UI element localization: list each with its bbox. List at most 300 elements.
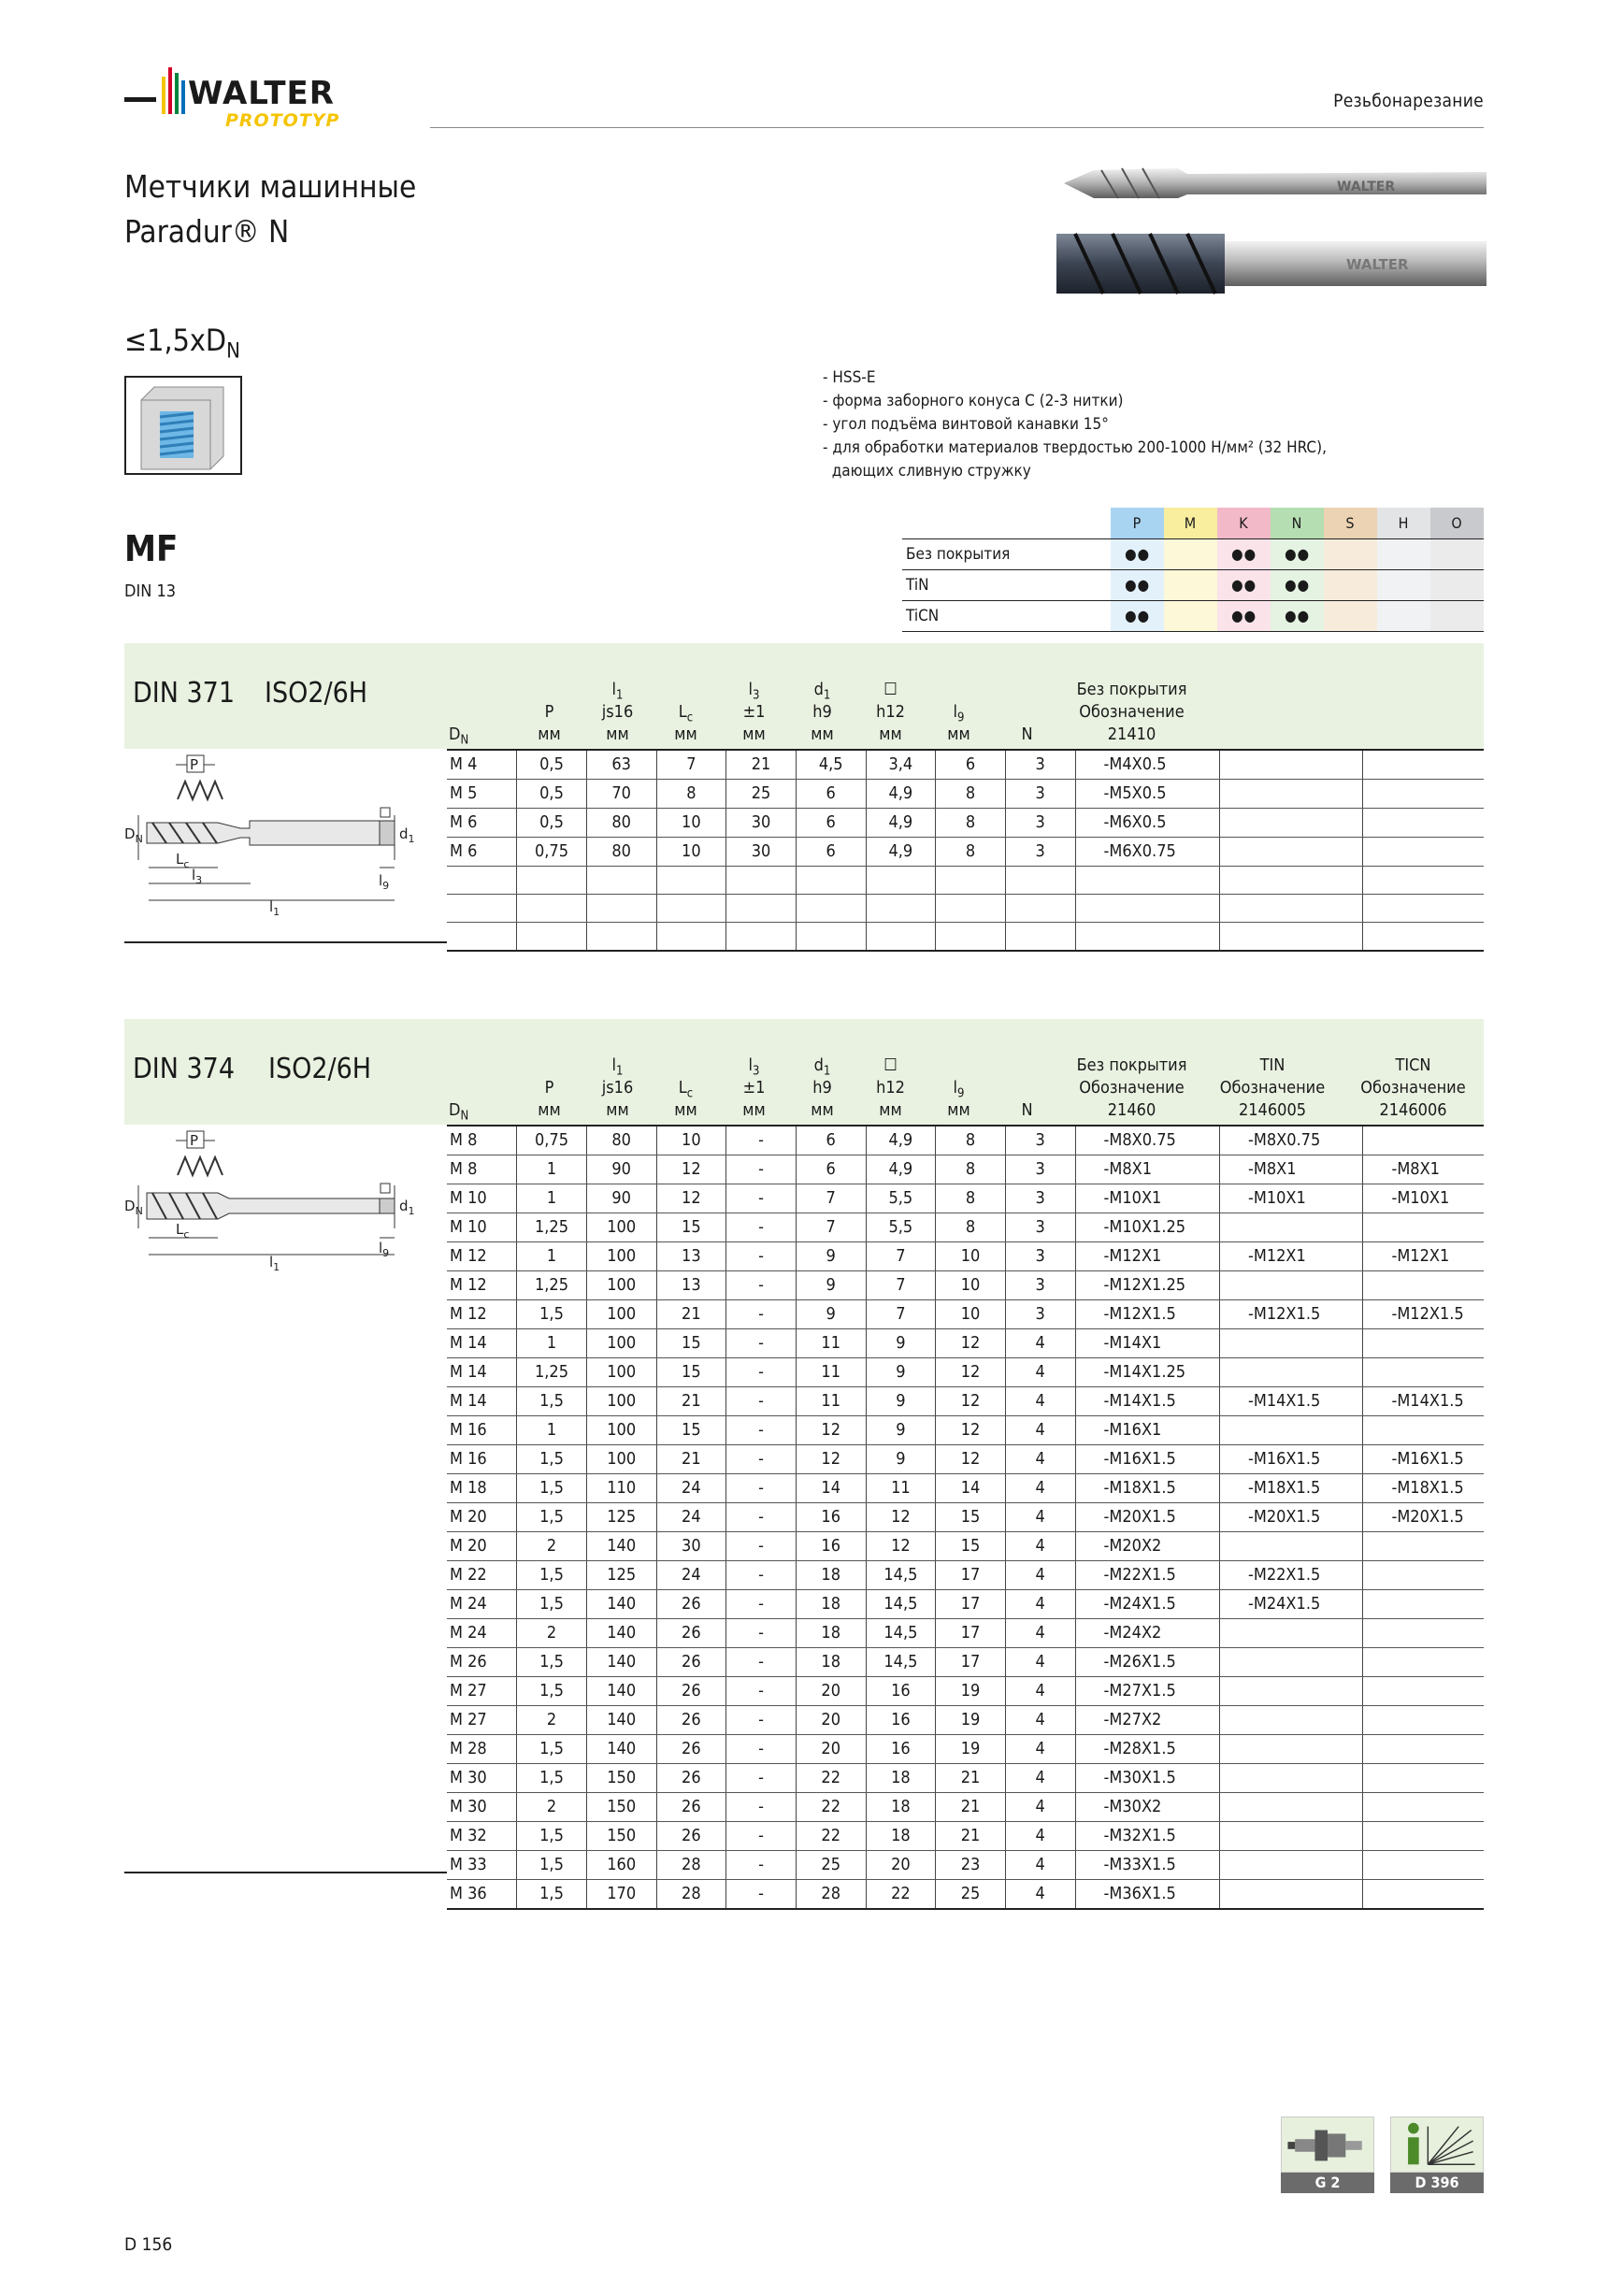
table-cell <box>1005 923 1075 951</box>
title-line-2: Paradur® N <box>124 213 290 250</box>
order-designation: -M27X2 <box>1075 1706 1219 1735</box>
table-cell: 1,5 <box>517 1735 587 1764</box>
suitability-mark <box>1377 569 1430 600</box>
order-designation: -M12X1.5 <box>1363 1300 1484 1329</box>
table-cell: 26 <box>656 1822 726 1851</box>
order-designation: -M8X0.75 <box>1220 1126 1363 1155</box>
table-row <box>447 895 1484 923</box>
order-designation <box>1220 1880 1363 1910</box>
table-cell: 1,5 <box>517 1474 587 1503</box>
table-cell: 4 <box>1005 1387 1075 1416</box>
svg-text:WALTER: WALTER <box>1337 179 1396 194</box>
table-row <box>447 867 1484 895</box>
order-code: 21460 <box>1107 1100 1156 1120</box>
table-cell: 100 <box>586 1358 656 1387</box>
suitability-mark: ●● <box>1217 569 1271 600</box>
order-designation: -M12X1 <box>1220 1242 1363 1271</box>
table-cell: - <box>726 1590 797 1619</box>
order-designation: -M8X1 <box>1363 1155 1484 1184</box>
order-designation: -M16X1.5 <box>1363 1445 1484 1474</box>
table-cell: 4 <box>1005 1532 1075 1561</box>
title-line-1: Метчики машинные <box>124 168 417 205</box>
table-cell: 3 <box>1005 809 1075 838</box>
table-cell <box>517 895 587 923</box>
order-designation: -M20X1.5 <box>1075 1503 1219 1532</box>
order-designation <box>1363 750 1484 780</box>
table-cell: 17 <box>936 1619 1006 1648</box>
order-designation: -M24X2 <box>1075 1619 1219 1648</box>
col-l3-tol: ±1 <box>742 702 766 722</box>
order-designation <box>1363 1590 1484 1619</box>
table-cell: 100 <box>586 1416 656 1445</box>
table-cell: 100 <box>586 1300 656 1329</box>
order-code: 2146006 <box>1379 1100 1447 1120</box>
col-p-unit: мм <box>538 725 561 744</box>
order-designation <box>1363 1126 1484 1155</box>
order-designation <box>1363 867 1484 895</box>
designation-label: Обозначение <box>1360 1078 1466 1098</box>
table-cell: - <box>726 1561 797 1590</box>
table-row <box>447 1590 1484 1619</box>
table-cell: 90 <box>586 1184 656 1213</box>
table-cell: - <box>726 1126 797 1155</box>
table-cell: 7 <box>866 1242 936 1271</box>
table-cell: - <box>726 1184 797 1213</box>
order-designation: -M20X1.5 <box>1220 1503 1363 1532</box>
table-cell <box>726 867 797 895</box>
table-cell: 3 <box>1005 780 1075 809</box>
table-cell: 80 <box>586 1126 656 1155</box>
table-row <box>447 1271 1484 1300</box>
table-cell: - <box>726 1619 797 1648</box>
table-cell: 63 <box>586 750 656 780</box>
table-cell: M 12 <box>447 1242 517 1271</box>
table-cell: 12 <box>936 1387 1006 1416</box>
order-designation <box>1363 1619 1484 1648</box>
table-cell: M 30 <box>447 1764 517 1793</box>
col-n: N <box>1021 725 1033 744</box>
table-cell: 1,5 <box>517 1822 587 1851</box>
table-cell: - <box>726 1271 797 1300</box>
order-designation <box>1220 750 1363 780</box>
order-designation <box>1075 895 1219 923</box>
table-cell: 26 <box>656 1590 726 1619</box>
table-cell: 8 <box>936 1213 1006 1242</box>
logo-subbrand: PROTOTYP <box>225 110 340 131</box>
table-cell: 21 <box>656 1300 726 1329</box>
table-cell: 80 <box>586 809 656 838</box>
table-cell: 26 <box>656 1793 726 1822</box>
table1 <box>447 749 1484 952</box>
table-cell: 4 <box>1005 1561 1075 1590</box>
table-cell: 26 <box>656 1677 726 1706</box>
table-cell: 125 <box>586 1503 656 1532</box>
diag1-lc-label: $L_c$ <box>176 851 190 870</box>
table-cell <box>936 895 1006 923</box>
order-designation <box>1220 895 1363 923</box>
table-cell: 24 <box>656 1561 726 1590</box>
diag1-l1-label: $l_1$ <box>269 898 280 918</box>
table-cell: - <box>726 1532 797 1561</box>
table-cell: 1,5 <box>517 1590 587 1619</box>
table-cell: M 14 <box>447 1358 517 1387</box>
table-cell: 21 <box>936 1793 1006 1822</box>
feature-item: - угол подъёма винтовой канавки 15° <box>823 415 1109 434</box>
table-cell: - <box>726 1416 797 1445</box>
table-cell: 1,5 <box>517 1880 587 1910</box>
table-cell <box>866 867 936 895</box>
table-cell: 4 <box>1005 1880 1075 1910</box>
table-cell: 22 <box>796 1822 866 1851</box>
table-cell: 6 <box>796 1126 866 1155</box>
order-designation: -M4X0.5 <box>1075 750 1219 780</box>
table-cell: 8 <box>936 1155 1006 1184</box>
table-cell <box>447 867 517 895</box>
table-cell: 22 <box>866 1880 936 1910</box>
table-row <box>447 1706 1484 1735</box>
order-designation: -M6X0.5 <box>1075 809 1219 838</box>
table-cell: M 20 <box>447 1503 517 1532</box>
order-designation <box>1363 1358 1484 1387</box>
table-row <box>447 1184 1484 1213</box>
table-cell: 170 <box>586 1880 656 1910</box>
table-cell: 20 <box>866 1851 936 1880</box>
suitability-mark <box>1430 600 1484 631</box>
table-cell: 5,5 <box>866 1184 936 1213</box>
table-cell: 15 <box>936 1532 1006 1561</box>
table-row <box>447 1503 1484 1532</box>
table-cell: - <box>726 1329 797 1358</box>
order-designation <box>1220 1619 1363 1648</box>
material-row <box>902 569 1484 600</box>
table-cell: 140 <box>586 1677 656 1706</box>
table-cell: 23 <box>936 1851 1006 1880</box>
table-cell <box>447 895 517 923</box>
table-cell: 28 <box>656 1851 726 1880</box>
feature-item: - HSS-E <box>823 368 876 387</box>
order-designation <box>1220 1329 1363 1358</box>
col-d1-tol: h9 <box>812 702 832 722</box>
table-cell: 4 <box>1005 1822 1075 1851</box>
table-cell: 3 <box>1005 750 1075 780</box>
table-row <box>447 1358 1484 1387</box>
table-cell: M 14 <box>447 1387 517 1416</box>
table-row <box>447 1155 1484 1184</box>
table-row <box>447 1445 1484 1474</box>
table-cell: 12 <box>656 1184 726 1213</box>
ref-link-d396[interactable] <box>1390 2117 1484 2193</box>
thread-standard: DIN 13 <box>124 581 177 601</box>
table-cell: 3 <box>1005 1271 1075 1300</box>
suitability-mark: ●● <box>1271 538 1324 569</box>
order-designation: -M20X1.5 <box>1363 1503 1484 1532</box>
order-designation <box>1220 1851 1363 1880</box>
table-cell: 19 <box>936 1735 1006 1764</box>
table-cell: 18 <box>866 1822 936 1851</box>
table-cell <box>1005 895 1075 923</box>
table-row <box>447 1735 1484 1764</box>
table-cell: 13 <box>656 1271 726 1300</box>
table-cell: 12 <box>656 1155 726 1184</box>
table-cell: 25 <box>936 1880 1006 1910</box>
table-cell: M 4 <box>447 750 517 780</box>
suitability-mark: ●● <box>1217 600 1271 631</box>
order-designation <box>1220 1822 1363 1851</box>
table-cell: - <box>726 1793 797 1822</box>
table-cell: 140 <box>586 1706 656 1735</box>
diag2-lc-label: $L_c$ <box>176 1221 190 1241</box>
table-cell: 1,5 <box>517 1445 587 1474</box>
material-group-m: M <box>1164 508 1217 538</box>
table-cell: 100 <box>586 1445 656 1474</box>
col-l3-unit: мм <box>742 725 766 744</box>
table-left-bottom-rule-1 <box>124 941 447 943</box>
order-designation: -M12X1.25 <box>1075 1271 1219 1300</box>
table-cell: M 27 <box>447 1706 517 1735</box>
designation-label: Обозначение <box>1219 1078 1326 1098</box>
table-cell: 1,5 <box>517 1387 587 1416</box>
table-cell: M 30 <box>447 1793 517 1822</box>
table-row <box>447 1242 1484 1271</box>
table-cell: 18 <box>866 1764 936 1793</box>
col-lc-unit: мм <box>674 725 697 744</box>
material-group-s: S <box>1324 508 1377 538</box>
table-cell: 2 <box>517 1706 587 1735</box>
order-designation: -M10X1 <box>1075 1184 1219 1213</box>
order-designation: -M22X1.5 <box>1075 1561 1219 1590</box>
order-designation: -M10X1.25 <box>1075 1213 1219 1242</box>
table-cell: M 8 <box>447 1126 517 1155</box>
table-cell: 9 <box>796 1242 866 1271</box>
table-cell: 16 <box>866 1706 936 1735</box>
order-designation: -M5X0.5 <box>1075 780 1219 809</box>
table-cell: 14,5 <box>866 1648 936 1677</box>
table-cell: 10 <box>656 1126 726 1155</box>
material-head-spacer <box>902 508 1111 538</box>
table-cell: 4 <box>1005 1851 1075 1880</box>
order-designation <box>1363 1213 1484 1242</box>
ref-link-g2[interactable] <box>1281 2117 1374 2193</box>
table-cell: 140 <box>586 1619 656 1648</box>
table-cell: 125 <box>586 1561 656 1590</box>
table-cell: - <box>726 1242 797 1271</box>
table-cell: 26 <box>656 1648 726 1677</box>
order-designation: -M12X1 <box>1075 1242 1219 1271</box>
table-cell: 25 <box>726 780 797 809</box>
table-cell: - <box>726 1155 797 1184</box>
table-cell: 1 <box>517 1242 587 1271</box>
suitability-mark <box>1164 569 1217 600</box>
order-designation <box>1220 1764 1363 1793</box>
table-cell: 25 <box>796 1851 866 1880</box>
table1-title: DIN 371 ISO2/6H <box>133 677 368 710</box>
table-row <box>447 780 1484 809</box>
table-cell: 4 <box>1005 1735 1075 1764</box>
table-cell: 4 <box>1005 1503 1075 1532</box>
table-cell <box>866 923 936 951</box>
table-cell: M 18 <box>447 1474 517 1503</box>
table-cell: 1,5 <box>517 1503 587 1532</box>
table-row <box>447 1822 1484 1851</box>
order-designation: -M16X1.5 <box>1075 1445 1219 1474</box>
suitability-mark: ●● <box>1217 538 1271 569</box>
table-cell <box>586 895 656 923</box>
table-cell: 6 <box>796 1155 866 1184</box>
table-cell: 11 <box>796 1329 866 1358</box>
order-designation <box>1363 1735 1484 1764</box>
table-cell: M 12 <box>447 1300 517 1329</box>
diag1-d1-label: $d_1$ <box>399 825 415 845</box>
table-cell: - <box>726 1735 797 1764</box>
col-l1-tol: js16 <box>601 702 634 722</box>
table-cell: M 24 <box>447 1619 517 1648</box>
din371-tap-diagram <box>124 748 447 940</box>
depth-ratio: $\le 1,5xD_N$ <box>124 323 240 364</box>
table-row <box>447 809 1484 838</box>
table-cell: 13 <box>656 1242 726 1271</box>
table-cell: 19 <box>936 1706 1006 1735</box>
col-l3: $l_3$ <box>748 1055 760 1079</box>
table-cell: M 8 <box>447 1155 517 1184</box>
table-cell: 11 <box>796 1358 866 1387</box>
order-code: 2146005 <box>1238 1100 1307 1120</box>
table-cell: 7 <box>796 1213 866 1242</box>
table-cell: 1 <box>517 1416 587 1445</box>
table-cell: 150 <box>586 1822 656 1851</box>
diag1-l3-label: $l_3$ <box>192 867 203 886</box>
table-cell: 10 <box>936 1271 1006 1300</box>
table-cell: 8 <box>936 809 1006 838</box>
table-cell: 4 <box>1005 1648 1075 1677</box>
order-designation <box>1363 1561 1484 1590</box>
table-cell: 100 <box>586 1387 656 1416</box>
table-cell: 7 <box>656 750 726 780</box>
order-designation: -M32X1.5 <box>1075 1822 1219 1851</box>
table-cell <box>656 923 726 951</box>
feature-list <box>823 366 1327 483</box>
din374-tap-diagram <box>124 1124 447 1292</box>
order-designation: -M8X1 <box>1075 1155 1219 1184</box>
table-cell: 18 <box>796 1590 866 1619</box>
table-cell: 1,25 <box>517 1271 587 1300</box>
table-cell: 12 <box>866 1532 936 1561</box>
thread-type: MF <box>124 528 179 569</box>
table-cell <box>586 923 656 951</box>
table-cell: M 20 <box>447 1532 517 1561</box>
table-cell: 26 <box>656 1764 726 1793</box>
table-cell: 4 <box>1005 1590 1075 1619</box>
material-group-o: O <box>1430 508 1484 538</box>
order-designation: -M14X1.5 <box>1220 1387 1363 1416</box>
table-cell: 12 <box>936 1329 1006 1358</box>
table-cell: - <box>726 1474 797 1503</box>
table-cell: 4,9 <box>866 1126 936 1155</box>
table-cell <box>936 923 1006 951</box>
order-designation: -M16X1.5 <box>1220 1445 1363 1474</box>
col-square-tol: h12 <box>876 702 905 722</box>
diag2-dn-label: $D_N$ <box>124 1198 143 1217</box>
table-row <box>447 923 1484 951</box>
suitability-mark: ●● <box>1271 600 1324 631</box>
table-row <box>447 1474 1484 1503</box>
suitability-mark <box>1430 569 1484 600</box>
table-cell: - <box>726 1503 797 1532</box>
order-designation: -M14X1.5 <box>1363 1387 1484 1416</box>
table-cell: 3 <box>1005 1155 1075 1184</box>
table-cell: - <box>726 1358 797 1387</box>
col-l3: $l_3$ <box>748 680 760 703</box>
table-cell: 4 <box>1005 1619 1075 1648</box>
table-cell: 0,5 <box>517 809 587 838</box>
table-cell: 9 <box>866 1387 936 1416</box>
table2-title: DIN 374 ISO2/6H <box>133 1053 372 1085</box>
diag2-l1-label: $l_1$ <box>269 1254 280 1273</box>
table-cell: - <box>726 1300 797 1329</box>
table-cell: 14 <box>936 1474 1006 1503</box>
order-designation: -M36X1.5 <box>1075 1880 1219 1910</box>
order-designation <box>1220 923 1363 951</box>
table-cell: 150 <box>586 1793 656 1822</box>
suitability-mark: ●● <box>1271 569 1324 600</box>
table-cell: M 24 <box>447 1590 517 1619</box>
suitability-mark <box>1324 538 1377 569</box>
table-cell <box>726 895 797 923</box>
table-cell: 110 <box>586 1474 656 1503</box>
table-cell <box>656 867 726 895</box>
feature-item: дающих сливную стружку <box>823 462 1031 481</box>
table-cell: 17 <box>936 1590 1006 1619</box>
col-l9: $l_9$ <box>953 702 965 725</box>
order-designation <box>1363 1329 1484 1358</box>
suitability-mark <box>1430 538 1484 569</box>
order-designation <box>1220 809 1363 838</box>
order-designation <box>1363 809 1484 838</box>
col-square: ☐ <box>883 1055 898 1075</box>
table-row <box>447 1300 1484 1329</box>
designation-label: Обозначение <box>1079 1078 1185 1098</box>
table-cell: 11 <box>796 1387 866 1416</box>
col-dn: $D_N$ <box>449 725 469 748</box>
order-designation <box>1363 838 1484 867</box>
table-cell: 4 <box>1005 1445 1075 1474</box>
table2 <box>447 1125 1484 1910</box>
table-cell: 4,5 <box>796 750 866 780</box>
table-cell: 28 <box>656 1880 726 1910</box>
table-cell: 3 <box>1005 1242 1075 1271</box>
table-cell: 21 <box>656 1445 726 1474</box>
table-cell <box>1005 867 1075 895</box>
table-cell: 15 <box>936 1503 1006 1532</box>
order-designation: -M12X1.5 <box>1220 1300 1363 1329</box>
table-cell: 7 <box>866 1271 936 1300</box>
material-group-h: H <box>1377 508 1430 538</box>
order-designation <box>1220 1271 1363 1300</box>
order-designation <box>1363 1793 1484 1822</box>
table-row <box>447 1416 1484 1445</box>
table-cell: 26 <box>656 1706 726 1735</box>
table-cell: 12 <box>936 1445 1006 1474</box>
table-cell: M 10 <box>447 1213 517 1242</box>
table-cell: 1,5 <box>517 1851 587 1880</box>
table-cell: 1,25 <box>517 1213 587 1242</box>
order-designation <box>1220 1532 1363 1561</box>
table-cell: 12 <box>796 1445 866 1474</box>
order-designation: -M14X1.5 <box>1075 1387 1219 1416</box>
table-cell: 100 <box>586 1213 656 1242</box>
table-cell: 18 <box>796 1648 866 1677</box>
table-cell: 30 <box>726 838 797 867</box>
table-cell: 14,5 <box>866 1561 936 1590</box>
